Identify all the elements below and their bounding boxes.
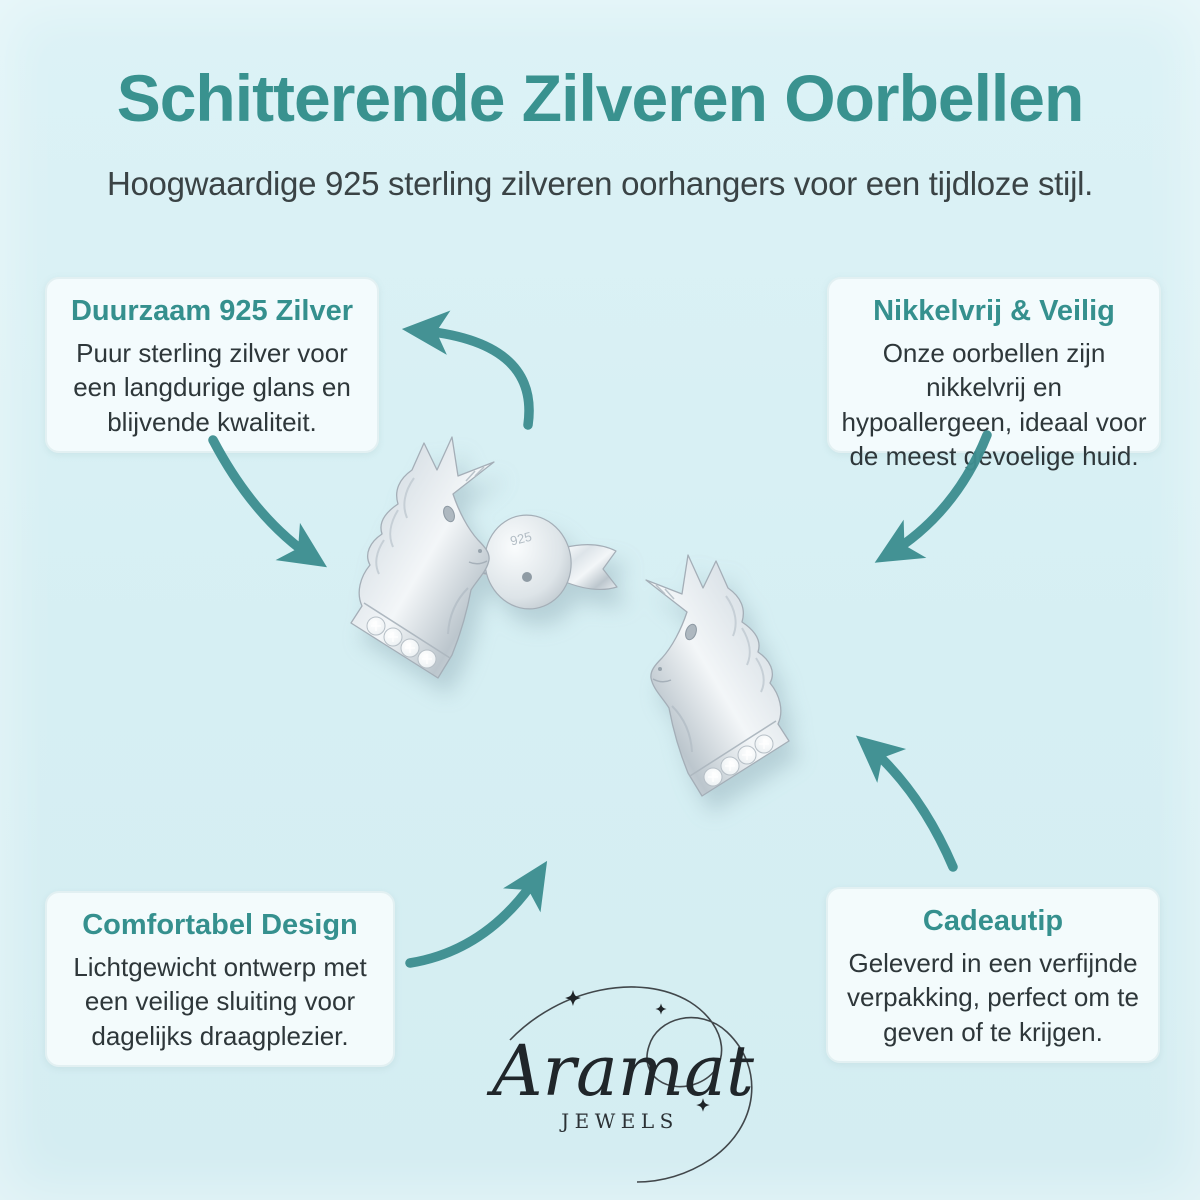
star-icon (655, 1003, 666, 1014)
unicorn-earring-left (351, 437, 494, 678)
product-image-unicorn-earrings (330, 425, 870, 820)
silver-stamp-925: 925 (508, 528, 534, 549)
clutch-disc (477, 508, 578, 616)
feature-card-duurzaam (45, 277, 379, 453)
feature-title-duurzaam: Duurzaam 925 Zilver (70, 295, 354, 327)
curved-arrow-bottom-right-to-product-icon (866, 744, 953, 867)
feature-body-nikkelvrij: Onze oorbellen zijn nikkelvrij en hypoallergeen, ideaal voor de meest gevoelige huid. (841, 338, 1147, 471)
feature-title-comfort: Comfortabel Design (82, 909, 358, 941)
feature-title-nikkelvrij: Nikkelvrij & Veilig (873, 295, 1115, 327)
feature-title-cadeau: Cadeautip (922, 905, 1064, 937)
feature-body-comfort: Lichtgewicht ontwerp met een veilige sluiting voor dagelijks draagplezier. (73, 952, 367, 1051)
unicorn-earring-right (646, 555, 789, 796)
clutch-post-hole (522, 572, 532, 582)
curved-arrow-bottom-to-product-icon (410, 872, 540, 963)
curved-arrow-left-to-product-icon (213, 440, 316, 560)
feature-card-cadeau (826, 887, 1160, 1063)
feature-body-cadeau: Geleverd in een verfijnde verpakking, perfect om te geven of te krijgen. (847, 948, 1139, 1047)
page-title: Schitterende Zilveren Oorbellen (116, 61, 1084, 135)
curved-arrow-to-top-left-card-icon (415, 330, 529, 425)
page-subtitle: Hoogwaardige 925 sterling zilveren oorhangers voor een tijdloze stijl. (106, 165, 1094, 202)
brand-logo (465, 970, 795, 1185)
butterfly-clutch (477, 508, 617, 616)
feature-card-comfort (45, 891, 395, 1067)
brand-subtitle-text: JEWELS (561, 1109, 679, 1133)
feature-body-duurzaam: Puur sterling zilver voor een langdurige glans en blijvende kwaliteit. (73, 338, 351, 437)
brand-name-text: Aramat (492, 1030, 754, 1112)
star-icon (565, 990, 581, 1006)
feature-card-nikkelvrij (827, 277, 1161, 471)
